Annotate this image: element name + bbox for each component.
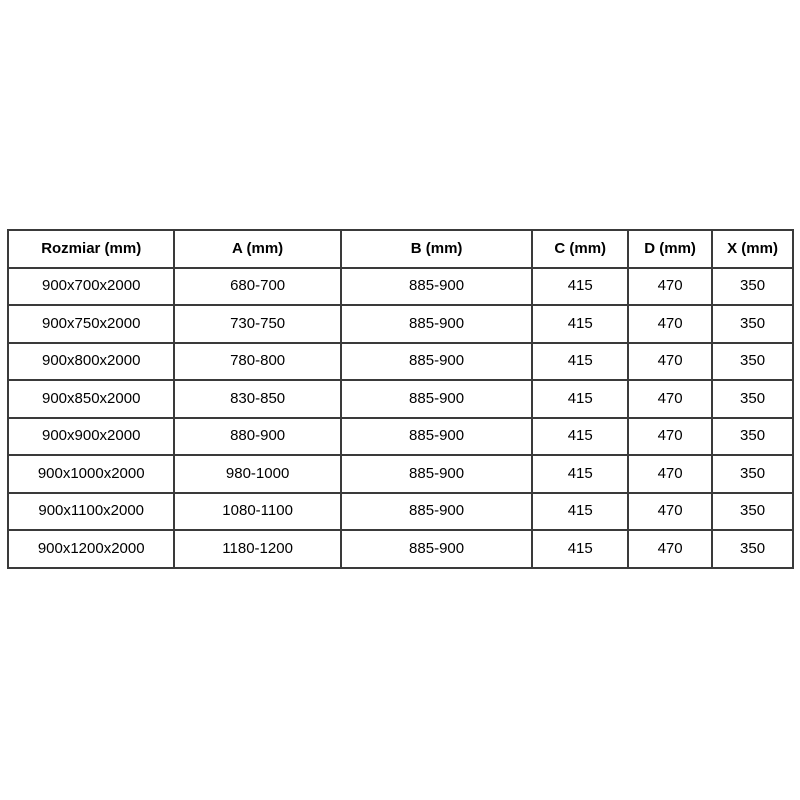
table-cell: 900x1100x2000 [8,493,174,531]
table-cell: 900x900x2000 [8,418,174,456]
table-cell: 350 [712,455,793,493]
table-cell: 885-900 [341,493,533,531]
table-cell: 885-900 [341,305,533,343]
table-cell: 415 [532,493,628,531]
table-cell: 780-800 [174,343,340,381]
table-row [8,305,793,343]
table-cell: 415 [532,268,628,306]
table-cell: 885-900 [341,343,533,381]
table-cell: 980-1000 [174,455,340,493]
size-table-container [7,229,794,569]
table-row [8,418,793,456]
table-cell: 470 [628,380,712,418]
table-cell: 350 [712,268,793,306]
table-cell: 730-750 [174,305,340,343]
table-cell: 900x850x2000 [8,380,174,418]
table-row [8,455,793,493]
table-cell: 470 [628,493,712,531]
table-cell: 885-900 [341,530,533,568]
table-cell: 415 [532,530,628,568]
column-header-b: B (mm) [341,230,533,268]
table-cell: 900x750x2000 [8,305,174,343]
column-header-rozmiar: Rozmiar (mm) [8,230,174,268]
table-cell: 885-900 [341,418,533,456]
table-cell: 885-900 [341,380,533,418]
column-header-d: D (mm) [628,230,712,268]
table-cell: 350 [712,493,793,531]
column-header-a: A (mm) [174,230,340,268]
table-row [8,380,793,418]
table-cell: 470 [628,455,712,493]
table-cell: 900x700x2000 [8,268,174,306]
table-cell: 350 [712,343,793,381]
table-cell: 900x1000x2000 [8,455,174,493]
table-cell: 830-850 [174,380,340,418]
table-cell: 470 [628,530,712,568]
table-cell: 415 [532,343,628,381]
table-cell: 900x800x2000 [8,343,174,381]
table-cell: 470 [628,343,712,381]
table-cell: 1080-1100 [174,493,340,531]
table-row [8,343,793,381]
table-cell: 1180-1200 [174,530,340,568]
table-cell: 350 [712,380,793,418]
size-table [7,229,794,569]
table-cell: 415 [532,418,628,456]
table-cell: 470 [628,305,712,343]
table-cell: 350 [712,305,793,343]
table-cell: 885-900 [341,455,533,493]
table-cell: 415 [532,380,628,418]
table-cell: 350 [712,418,793,456]
table-cell: 350 [712,530,793,568]
table-cell: 880-900 [174,418,340,456]
table-row [8,493,793,531]
table-row [8,530,793,568]
column-header-c: C (mm) [532,230,628,268]
table-cell: 900x1200x2000 [8,530,174,568]
column-header-x: X (mm) [712,230,793,268]
table-cell: 415 [532,305,628,343]
table-row [8,268,793,306]
table-cell: 470 [628,418,712,456]
table-cell: 415 [532,455,628,493]
table-cell: 885-900 [341,268,533,306]
header-row [8,230,793,268]
table-cell: 470 [628,268,712,306]
table-cell: 680-700 [174,268,340,306]
